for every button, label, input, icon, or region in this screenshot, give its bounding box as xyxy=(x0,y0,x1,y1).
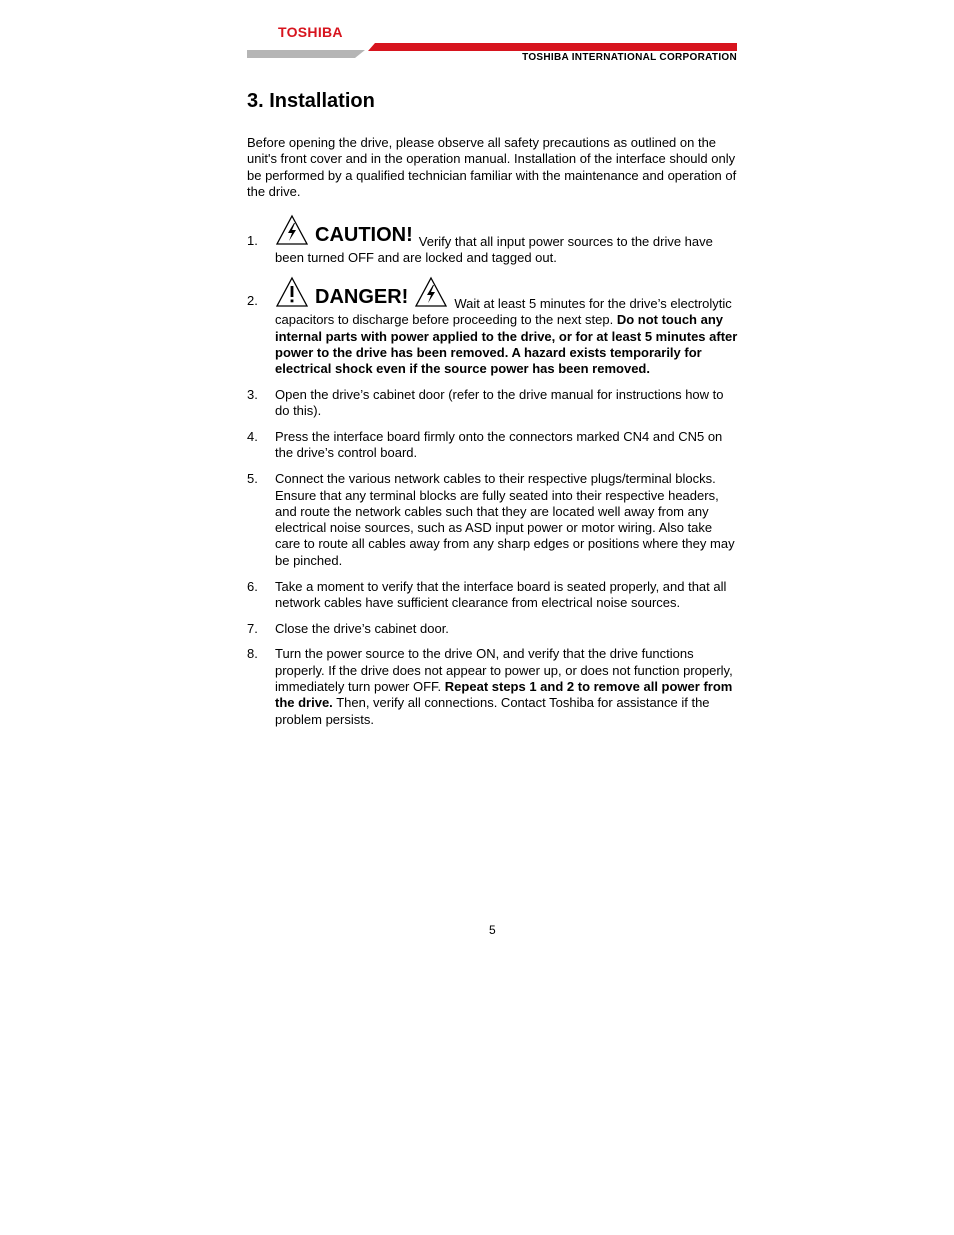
step-text: Verify that all input power sources to the drive have been turned OFF and are locked and tagged out. xyxy=(275,234,713,266)
step-number: 2. xyxy=(247,293,258,309)
step-text: Open the drive’s cabinet door (refer to the drive manual for instructions how to do this). xyxy=(275,387,724,419)
intro-paragraph: Before opening the drive, please observe all safety precautions as outlined on the unit's front cover and in the operation manual. Installation of the interface should only be performed by a qualified technician familiar with the maintenance and operation of the drive. xyxy=(247,135,737,199)
step-number: 1. xyxy=(247,233,258,248)
step-number: 6. xyxy=(247,578,258,594)
step-number: 3. xyxy=(247,387,258,403)
step-5 xyxy=(247,471,739,569)
danger-heading: DANGER! xyxy=(315,286,409,309)
exclamation-warning-icon xyxy=(275,276,309,308)
step-text: Connect the various network cables to their respective plugs/terminal blocks. Ensure that any terminal blocks are fully seated into their respective headers, and route the network cables such that they are located well away from any electrical noise sources, such as ASD input power or motor wiring. Also take care to route all cables away from any sharp edges or positions where they may be pinched. xyxy=(275,471,735,568)
step-text: Press the interface board firmly onto the connectors marked CN4 and CN5 on the drive’s control board. xyxy=(275,429,723,461)
step-4 xyxy=(247,429,739,462)
step-8 xyxy=(247,646,739,727)
step-text-intro: Turn the power source to the drive ON, and verify that the drive functions properly. If the drive does not appear to power up, or does not function properly, immediately turn power OFF. xyxy=(275,646,733,695)
step-text: Take a moment to verify that the interface board is seated properly, and that all network cables have sufficient clearance from electrical noise sources. xyxy=(275,578,727,610)
page-title: 3. Installation xyxy=(247,90,375,112)
step-2 xyxy=(247,276,739,377)
caution-heading: CAUTION! xyxy=(315,224,413,246)
step-7 xyxy=(247,621,739,637)
step-text-intro: Wait at least 5 minutes for the drive’s electrolytic capacitors to discharge before proceeding to the next step. xyxy=(275,296,732,328)
step-text-bold: Do not touch any internal parts with power applied to the drive, or for at least 5 minutes after power to the drive has been removed. A hazard exists temporarily for electrical shock even if the source power has been removed. xyxy=(275,312,738,377)
electric-shock-warning-icon xyxy=(275,214,309,246)
step-number: 4. xyxy=(247,429,258,445)
step-text-outro: Then, verify all connections. Contact Toshiba for assistance if the problem persists. xyxy=(275,695,710,727)
electric-shock-warning-icon xyxy=(414,276,448,308)
step-text-bold: Repeat steps 1 and 2 to remove all power from the drive. xyxy=(275,679,733,711)
page-number: 5 xyxy=(489,923,496,937)
corporation-name: TOSHIBA INTERNATIONAL CORPORATION xyxy=(522,52,737,63)
toshiba-logo: TOSHIBA xyxy=(278,24,343,40)
page-header xyxy=(247,18,737,68)
step-1 xyxy=(247,214,739,267)
step-text: Close the drive’s cabinet door. xyxy=(275,620,449,636)
step-3 xyxy=(247,387,739,420)
installation-steps xyxy=(247,214,739,737)
step-number: 8. xyxy=(247,646,258,662)
step-6 xyxy=(247,579,739,612)
step-number: 5. xyxy=(247,471,258,487)
step-number: 7. xyxy=(247,620,258,636)
